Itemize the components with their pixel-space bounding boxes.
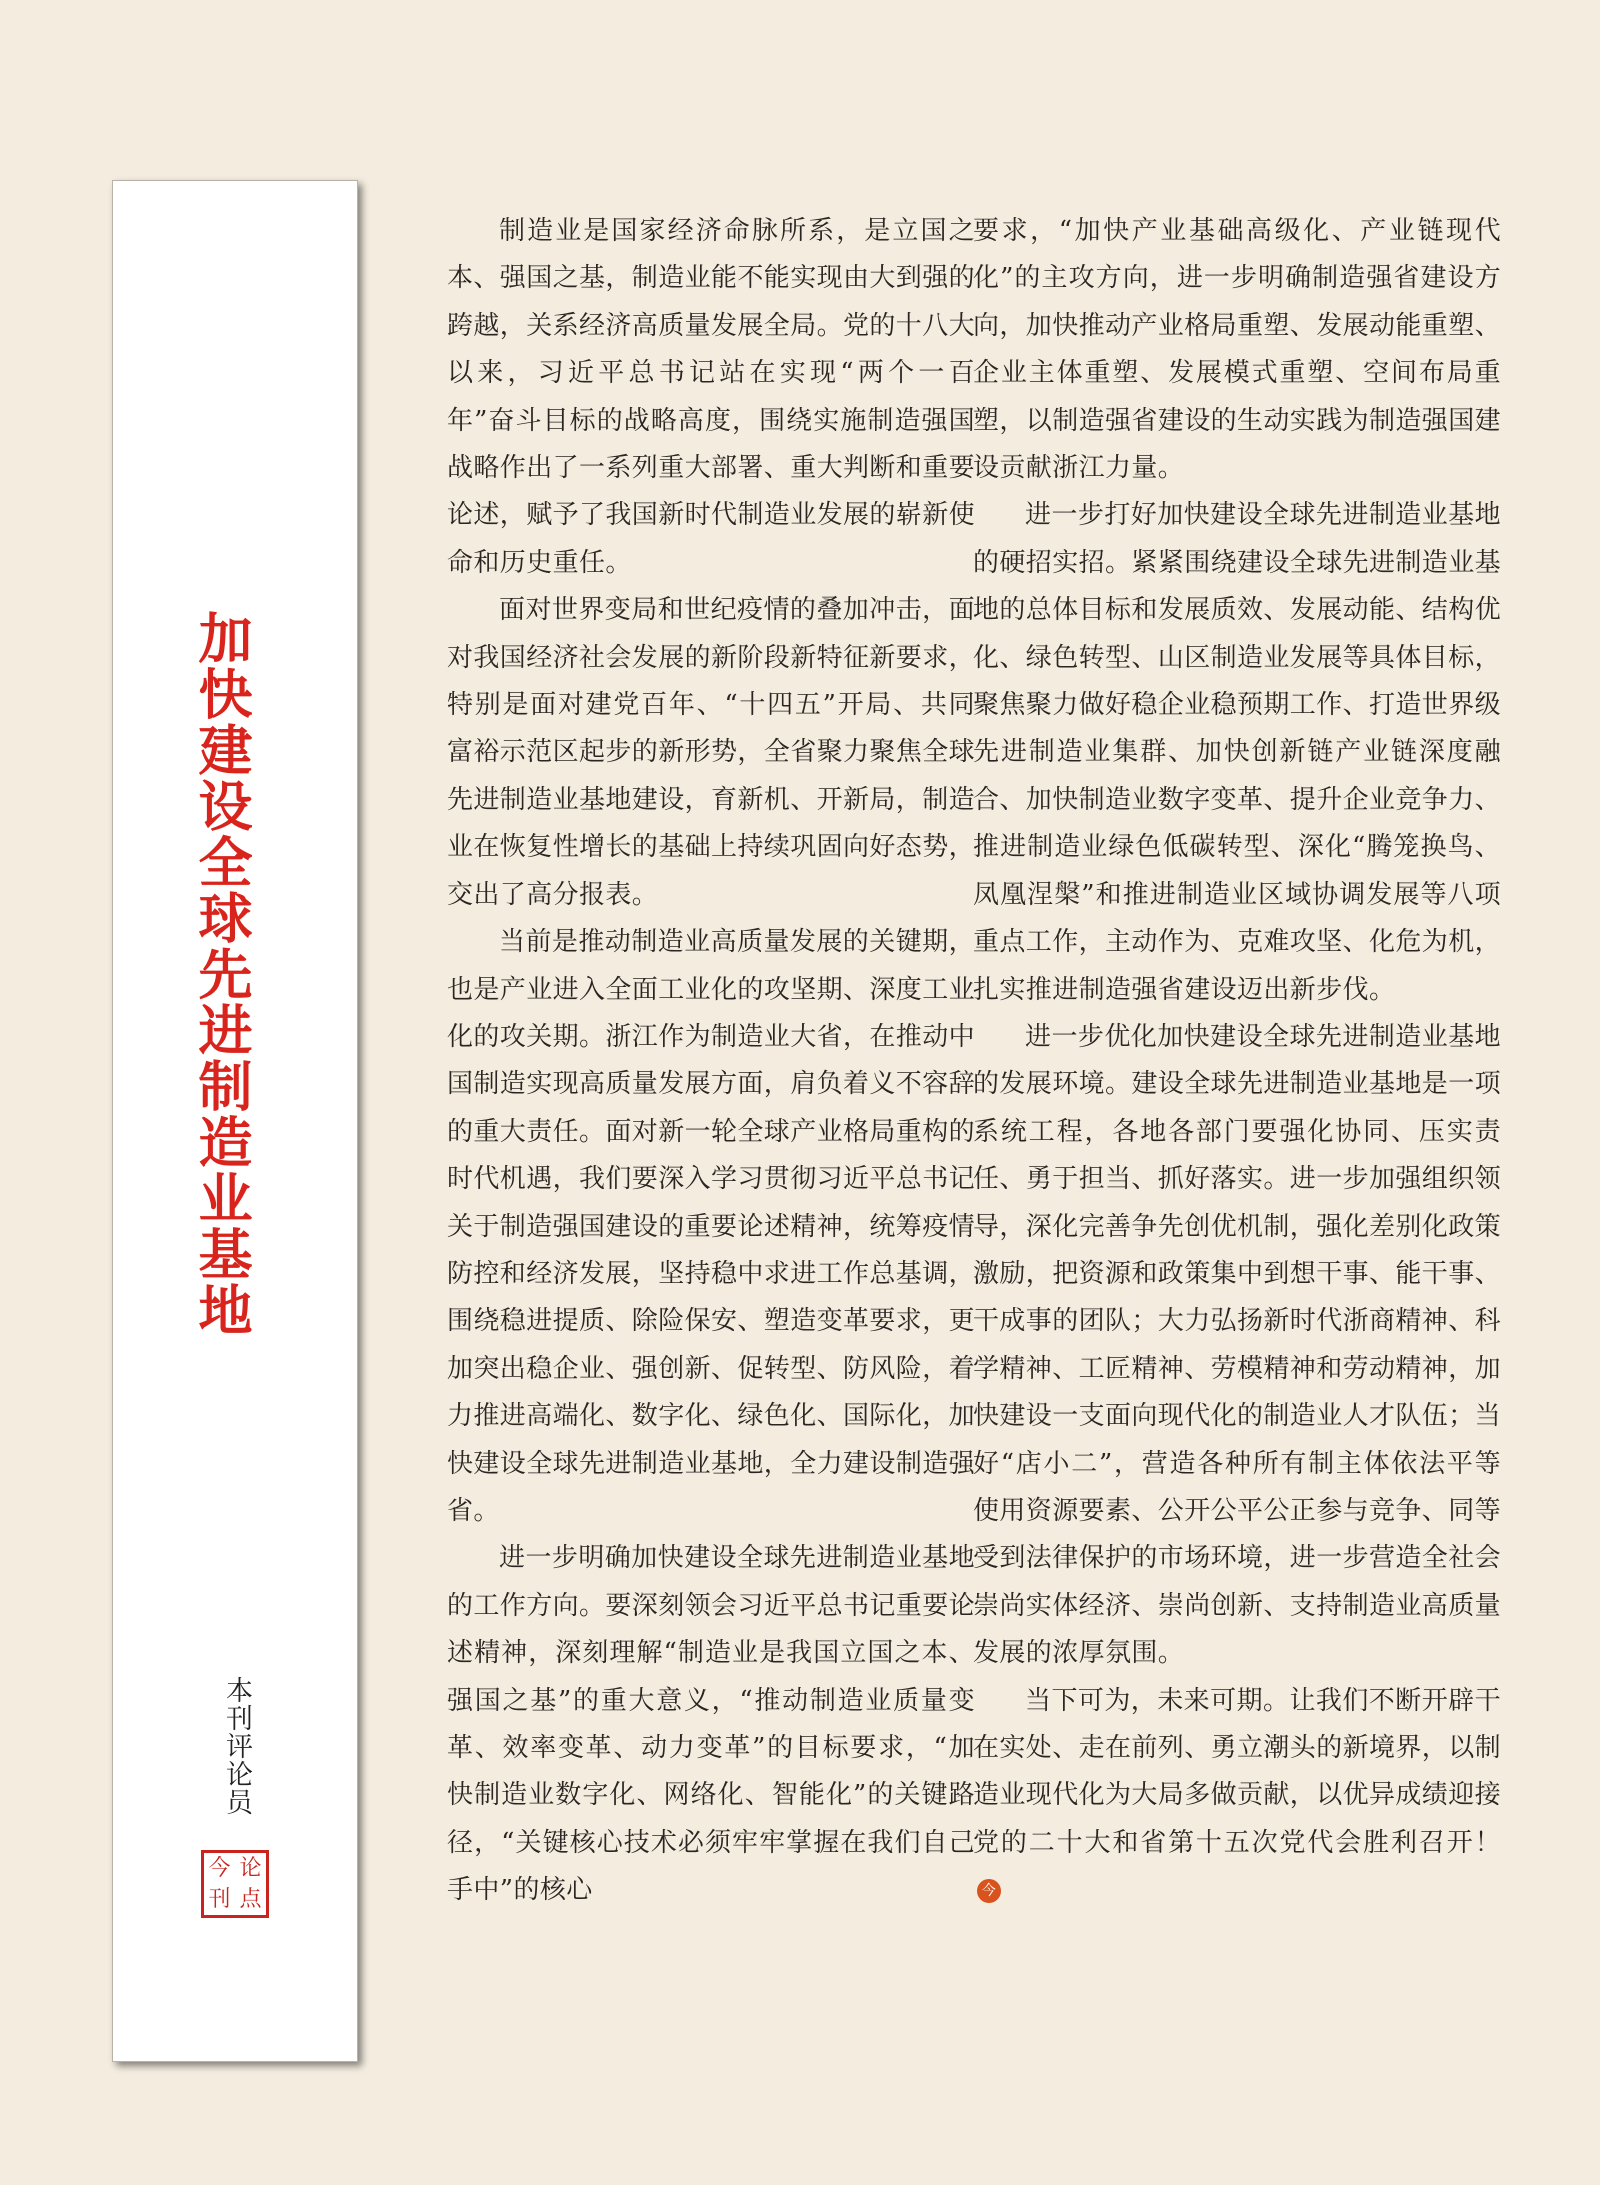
text-column-right bbox=[973, 208, 1501, 1915]
text-column-left bbox=[447, 208, 975, 1915]
paragraph-continuation: 要求，“加快产业基础高级化、产业链现代化”的主攻方向，进一步明确制造强省建设方向，加快推动产业格局重塑、发展动能重塑、企业主体重塑、发展模式重塑、空间布局重塑，以制造强省建设的生动实践为制造强国建设贡献浙江力量。 bbox=[973, 216, 1502, 484]
author-byline: 本刊评论员 bbox=[221, 1676, 252, 1816]
paragraph: 进一步优化加快建设全球先进制造业基地的发展环境。建设全球先进制造业基地是一项系统工程，各地各部门要强化协同、压实责任、勇于担当、抓好落实。进一步加强组织领导，深化完善争先创优机制，强化差别化政策激励，把资源和政策集中到想干事、能干事、干成事的团队；大力弘扬新时代浙商精神、科学精神、工匠精神、劳模精神和劳动精神，加快建设一支面向现代化的制造业人才队伍；当好“店小二”，营造各种所有制主体依法平等使用资源要素、公开公平公正参与竞争、同等受到法律保护的市场环境，进一步营造全社会崇尚实体经济、崇尚创新、支持制造业高质量发展的浓厚氛围。 bbox=[973, 1021, 1502, 1669]
paragraph: 当前是推动制造业高质量发展的关键期，也是产业进入全面工业化的攻坚期、深度工业化的攻关期。浙江作为制造业大省，在推动中国制造实现高质量发展方面，肩负着义不容辞的重大责任。面对新一轮全球产业格局重构的时代机遇，我们要深入学习贯彻习近平总书记关于制造强国建设的重要论述精神，统筹疫情防控和经济发展，坚持稳中求进工作总基调，围绕稳进提质、除险保安、塑造变革要求，更加突出稳企业、强创新、促转型、防风险，着力推进高端化、数字化、绿色化、国际化，加快建设全球先进制造业基地，全力建设制造强省。 bbox=[447, 927, 976, 1526]
seal-char: 点 bbox=[239, 1887, 262, 1912]
final-paragraph-text: 当下可为，未来可期。让我们不断开辟干在实处、走在前列、勇立潮头的新境界，以制造业现代化为大局多做贡献，以优异成绩迎接党的二十大和省第十五次党代会胜利召开！ bbox=[973, 1685, 1502, 1858]
seal-char: 今 bbox=[208, 1856, 231, 1881]
seal-char: 论 bbox=[239, 1856, 262, 1881]
paragraph: 制造业是国家经济命脉所系，是立国之本、强国之基，制造业能不能实现由大到强的跨越，关系经济高质量发展全局。党的十八大以来，习近平总书记站在实现“两个一百年”奋斗目标的战略高度，围绕实施制造强国战略作出了一系列重大部署、重大判断和重要论述，赋予了我国新时代制造业发展的崭新使命和历史重任。 bbox=[447, 216, 976, 578]
paragraph: 面对世界变局和世纪疫情的叠加冲击，面对我国经济社会发展的新阶段新特征新要求，特别是面对建党百年、“十四五”开局、共同富裕示范区起步的新形势，全省聚力聚焦全球先进制造业基地建设，育新机、开新局，制造业在恢复性增长的基础上持续巩固向好态势，交出了高分报表。 bbox=[447, 595, 976, 910]
end-mark-icon: 今 bbox=[977, 1879, 1001, 1903]
paragraph: 进一步打好加快建设全球先进制造业基地的硬招实招。紧紧围绕建设全球先进制造业基地的总体目标和发展质效、发展动能、结构优化、绿色转型、山区制造业发展等具体目标，聚焦聚力做好稳企业稳预期工作、打造世界级先进制造业集群、加快创新链产业链深度融合、加快制造业数字变革、提升企业竞争力、推进制造业绿色低碳转型、深化“腾笼换鸟、凤凰涅槃”和推进制造业区域协调发展等八项重点工作，主动作为、克难攻坚、化危为机，扎实推进制造强省建设迈出新步伐。 bbox=[973, 500, 1502, 1005]
article-title: 加快建设全球先进制造业基地 bbox=[190, 610, 253, 1338]
final-paragraph bbox=[973, 1678, 1501, 1915]
paragraph: 进一步明确加快建设全球先进制造业基地的工作方向。要深刻领会习近平总书记重要论述精神，深刻理解“制造业是我国立国之本、强国之基”的重大意义，“推动制造业质量变革、效率变革、动力变革”的目标要求，“加快制造业数字化、网络化、智能化”的关键路径，“关键核心技术必须牢牢掌握在我们自己手中”的核心 bbox=[447, 1543, 976, 1906]
seal-stamp bbox=[201, 1850, 269, 1918]
seal-char: 刊 bbox=[208, 1887, 231, 1912]
